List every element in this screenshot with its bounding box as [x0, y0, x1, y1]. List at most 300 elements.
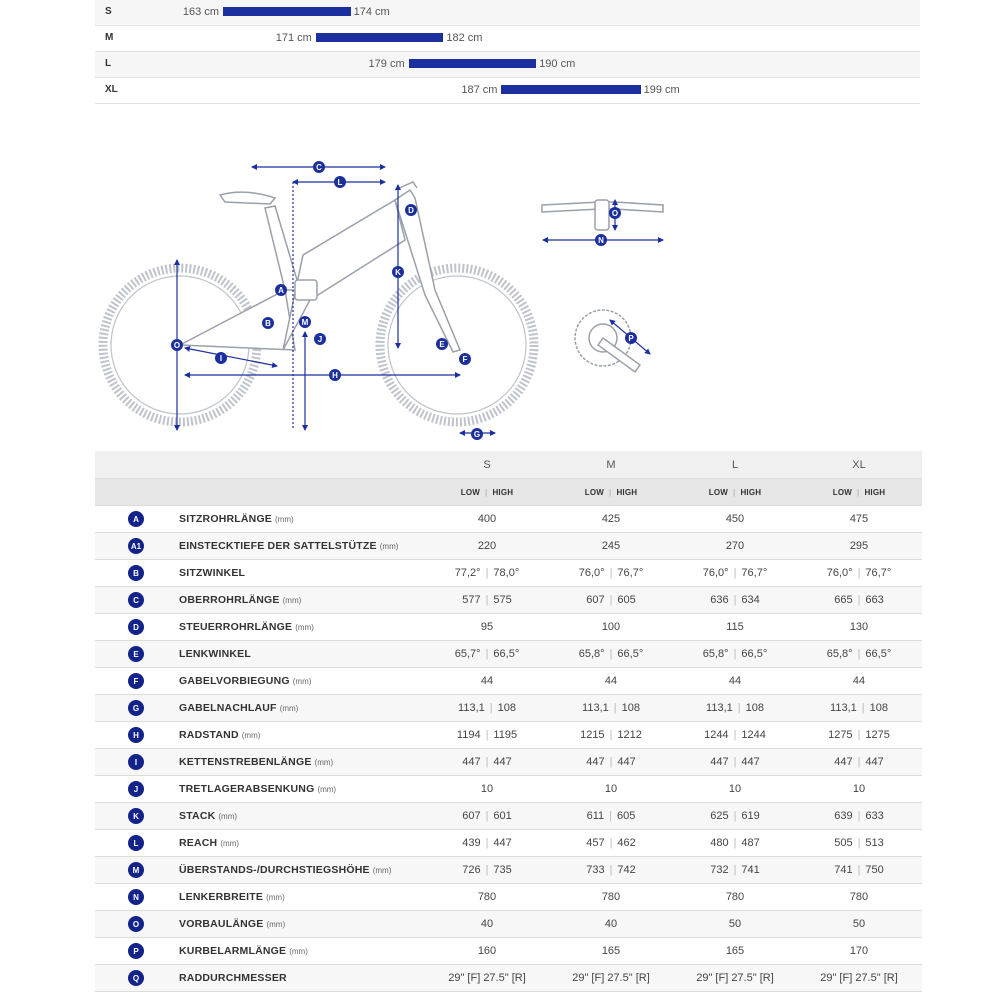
row-badge: J	[128, 781, 144, 797]
value-separator: |	[733, 648, 737, 660]
table-cell: 44	[604, 675, 618, 687]
value-low: 1275	[828, 729, 853, 741]
value-high: 108	[869, 702, 888, 714]
parameter-unit: (mm)	[266, 892, 285, 902]
parameter-unit: (mm)	[220, 838, 239, 848]
parameter-unit: (mm)	[292, 676, 312, 686]
row-badge: N	[128, 889, 144, 905]
size-min-height: 187 cm	[461, 84, 498, 96]
parameter-label	[179, 938, 308, 964]
parameter-label	[179, 965, 287, 991]
table-cell	[673, 641, 797, 667]
parameter-unit: (mm)	[241, 730, 261, 740]
parameter-label	[179, 803, 237, 829]
value-low: 611	[586, 810, 605, 822]
table-cell: 780	[849, 891, 869, 903]
row-badge: K	[128, 808, 144, 824]
value-low: 76,0°	[578, 567, 605, 579]
table-cell	[549, 749, 673, 775]
lowhigh-label: LOW | HIGH	[708, 487, 762, 497]
table-row	[95, 722, 922, 749]
parameter-name: RADSTAND	[179, 729, 239, 741]
size-max-height: 199 cm	[643, 84, 680, 96]
diagram-label-b	[262, 317, 274, 329]
diagram-label-o2	[609, 207, 621, 219]
table-row	[95, 911, 922, 938]
table-cell	[673, 722, 797, 748]
value-low: 607	[586, 594, 605, 606]
value-separator: |	[733, 729, 737, 741]
parameter-name: REACH	[179, 837, 218, 849]
value-separator: |	[485, 864, 489, 876]
size-label: S	[105, 6, 112, 17]
table-size-header	[95, 451, 922, 479]
table-cell: 170	[849, 945, 869, 957]
value-separator: |	[857, 567, 861, 579]
table-cell: 400	[477, 513, 497, 525]
table-cell: 115	[726, 621, 744, 633]
value-separator: |	[609, 567, 613, 579]
parameter-unit: (mm)	[372, 865, 392, 875]
table-cell: 220	[477, 540, 497, 552]
parameter-label	[179, 641, 251, 667]
parameter-label	[179, 911, 285, 937]
value-high: 76,7°	[865, 567, 892, 579]
value-separator: |	[609, 837, 613, 849]
value-separator: |	[733, 864, 737, 876]
table-row	[95, 749, 922, 776]
geometry-diagram	[95, 140, 685, 450]
parameter-name: GABELVORBIEGUNG	[179, 675, 290, 687]
value-separator: |	[857, 756, 861, 768]
parameter-name: SITZWINKEL	[179, 567, 246, 579]
value-low: 1215	[580, 729, 605, 741]
value-high: 447	[493, 837, 512, 849]
svg-text:M: M	[301, 318, 309, 327]
size-label: L	[105, 58, 112, 69]
value-separator: |	[857, 837, 861, 849]
size-max-height: 190 cm	[539, 58, 576, 70]
table-cell: 10	[852, 783, 866, 795]
value-separator: |	[609, 729, 613, 741]
value-low: 625	[710, 810, 729, 822]
column-header-xl: XL	[852, 458, 866, 471]
value-low: 113,1	[830, 702, 857, 714]
value-low: 505	[834, 837, 853, 849]
value-low: 607	[462, 810, 481, 822]
table-cell: 10	[728, 783, 742, 795]
size-row	[95, 0, 920, 26]
size-max-height: 174 cm	[353, 6, 390, 18]
size-min-height: 171 cm	[275, 32, 312, 44]
table-cell	[797, 560, 921, 586]
table-row	[95, 533, 922, 560]
value-high: 487	[741, 837, 760, 849]
table-cell	[673, 560, 797, 586]
table-cell	[673, 749, 797, 775]
value-low: 636	[710, 594, 729, 606]
row-badge: L	[128, 835, 144, 851]
value-high: 447	[741, 756, 760, 768]
table-cell: 29" [F] 27.5" [R]	[448, 972, 526, 984]
value-separator: |	[489, 702, 493, 714]
value-high: 108	[497, 702, 516, 714]
value-high: 633	[865, 810, 884, 822]
value-low: 447	[710, 756, 729, 768]
value-low: 665	[834, 594, 853, 606]
table-cell	[549, 803, 673, 829]
parameter-label	[179, 533, 398, 559]
value-high: 78,0°	[493, 567, 520, 579]
table-cell	[797, 857, 921, 883]
table-row	[95, 641, 922, 668]
table-row	[95, 506, 922, 533]
table-cell	[797, 803, 921, 829]
parameter-label	[179, 668, 311, 694]
diagram-label-a	[275, 284, 287, 296]
parameter-label	[179, 884, 285, 910]
value-separator: |	[485, 648, 489, 660]
table-cell	[425, 857, 549, 883]
table-row	[95, 587, 922, 614]
geometry-table	[95, 451, 922, 992]
value-separator: |	[733, 756, 737, 768]
size-max-height: 182 cm	[446, 32, 483, 44]
value-separator: |	[733, 837, 737, 849]
parameter-name: TRETLAGERABSENKUNG	[179, 783, 315, 795]
row-badge: P	[128, 943, 144, 959]
svg-text:P: P	[628, 334, 634, 343]
diagram-label-c	[313, 161, 325, 173]
table-cell	[797, 830, 921, 856]
value-low: 65,8°	[826, 648, 853, 660]
table-cell	[673, 857, 797, 883]
value-high: 601	[493, 810, 512, 822]
size-label: XL	[105, 84, 118, 95]
diagram-label-o	[171, 339, 183, 351]
table-cell: 780	[601, 891, 621, 903]
parameter-unit: (mm)	[275, 514, 294, 524]
parameter-name: GABELNACHLAUF	[179, 702, 277, 714]
table-cell: 29" [F] 27.5" [R]	[696, 972, 774, 984]
value-separator: |	[485, 594, 489, 606]
table-cell: 245	[601, 540, 621, 552]
row-badge: F	[128, 673, 144, 689]
table-row	[95, 884, 922, 911]
value-high: 1244	[741, 729, 766, 741]
table-cell: 425	[601, 513, 621, 525]
value-low: 457	[586, 837, 605, 849]
table-cell: 10	[604, 783, 618, 795]
table-cell: 95	[480, 621, 494, 633]
parameter-label	[179, 776, 336, 802]
value-separator: |	[609, 594, 613, 606]
parameter-name: STACK	[179, 810, 216, 822]
value-high: 66,5°	[493, 648, 520, 660]
value-separator: |	[733, 567, 737, 579]
value-high: 741	[741, 864, 760, 876]
value-high: 735	[493, 864, 512, 876]
parameter-unit: (mm)	[266, 919, 286, 929]
svg-text:B: B	[265, 319, 271, 328]
value-low: 447	[586, 756, 605, 768]
table-cell: 780	[725, 891, 745, 903]
table-row	[95, 695, 922, 722]
parameter-name: EINSTECKTIEFE DER SATTELSTÜTZE	[179, 540, 377, 552]
value-high: 76,7°	[617, 567, 644, 579]
column-header-l: L	[731, 458, 739, 471]
value-separator: |	[485, 810, 489, 822]
value-low: 76,0°	[702, 567, 729, 579]
table-cell: 295	[849, 540, 869, 552]
value-high: 76,7°	[741, 567, 768, 579]
table-cell	[797, 695, 921, 721]
size-min-height: 179 cm	[368, 58, 405, 70]
row-badge: C	[128, 592, 144, 608]
table-cell: 29" [F] 27.5" [R]	[572, 972, 650, 984]
value-high: 108	[621, 702, 640, 714]
svg-text:F: F	[462, 355, 468, 364]
table-cell	[549, 587, 673, 613]
table-cell: 50	[852, 918, 866, 930]
size-chart	[95, 0, 920, 104]
table-lowhigh-header	[95, 479, 922, 506]
table-cell	[797, 749, 921, 775]
svg-text:I: I	[219, 354, 223, 363]
parameter-unit: (mm)	[282, 595, 302, 605]
table-cell: 40	[604, 918, 618, 930]
table-cell: 44	[480, 675, 494, 687]
value-low: 732	[710, 864, 729, 876]
value-low: 77,2°	[454, 567, 481, 579]
value-low: 65,8°	[702, 648, 729, 660]
value-low: 439	[462, 837, 481, 849]
parameter-unit: (mm)	[295, 622, 314, 632]
value-low: 65,8°	[578, 648, 605, 660]
row-badge: A1	[128, 538, 144, 554]
diagram-label-f	[459, 353, 471, 365]
parameter-name: OBERROHRLÄNGE	[179, 594, 280, 606]
value-separator: |	[485, 837, 489, 849]
table-cell: 10	[480, 783, 494, 795]
table-cell: 44	[728, 675, 742, 687]
size-range-bar	[409, 59, 537, 68]
value-separator: |	[733, 594, 737, 606]
diagram-label-e	[436, 338, 448, 350]
value-high: 750	[865, 864, 884, 876]
value-separator: |	[609, 810, 613, 822]
value-low: 113,1	[582, 702, 609, 714]
value-separator: |	[857, 594, 861, 606]
diagram-label-i	[215, 352, 227, 364]
parameter-label	[179, 587, 301, 613]
value-high: 1195	[493, 729, 518, 741]
table-cell	[549, 722, 673, 748]
value-high: 1212	[617, 729, 642, 741]
value-separator: |	[613, 702, 617, 714]
value-separator: |	[485, 567, 489, 579]
table-cell	[425, 587, 549, 613]
svg-text:H: H	[332, 371, 338, 380]
table-cell: 165	[601, 945, 621, 957]
parameter-label	[179, 506, 294, 532]
diagram-label-g	[471, 428, 483, 440]
table-cell	[549, 695, 673, 721]
row-badge: D	[128, 619, 144, 635]
table-cell	[425, 695, 549, 721]
table-row	[95, 857, 922, 884]
table-cell: 450	[725, 513, 745, 525]
table-body	[95, 506, 922, 992]
svg-text:D: D	[408, 206, 414, 215]
diagram-label-n	[595, 234, 607, 246]
table-cell: 29" [F] 27.5" [R]	[820, 972, 898, 984]
svg-text:E: E	[439, 340, 445, 349]
svg-text:O: O	[173, 341, 181, 350]
column-header-s: S	[483, 458, 491, 471]
value-separator: |	[485, 756, 489, 768]
table-cell	[425, 749, 549, 775]
table-row	[95, 614, 922, 641]
table-cell: 100	[601, 621, 621, 633]
value-separator: |	[485, 729, 489, 741]
svg-text:L: L	[337, 178, 343, 187]
row-badge: O	[128, 916, 144, 932]
table-row	[95, 560, 922, 587]
table-cell: 475	[849, 513, 869, 525]
diagram-label-j	[314, 333, 326, 345]
value-low: 1194	[456, 729, 481, 741]
table-cell: 160	[477, 945, 497, 957]
table-cell	[673, 695, 797, 721]
diagram-label-p	[625, 332, 637, 344]
parameter-label	[179, 857, 391, 883]
value-separator: |	[857, 810, 861, 822]
row-badge: G	[128, 700, 144, 716]
diagram-label-d	[405, 204, 417, 216]
column-header-m: M	[606, 458, 616, 471]
parameter-label	[179, 722, 260, 748]
value-low: 447	[834, 756, 853, 768]
handlebar-detail	[542, 200, 663, 230]
value-high: 108	[745, 702, 764, 714]
svg-text:K: K	[395, 268, 401, 277]
size-label: M	[105, 32, 114, 43]
value-low: 741	[834, 864, 853, 876]
row-badge: H	[128, 727, 144, 743]
table-cell	[425, 830, 549, 856]
size-range-bar	[501, 85, 640, 94]
value-high: 742	[617, 864, 636, 876]
table-cell	[425, 722, 549, 748]
value-high: 634	[741, 594, 760, 606]
diagram-label-m	[299, 316, 311, 328]
parameter-label	[179, 695, 298, 721]
table-row	[95, 938, 922, 965]
table-cell	[549, 641, 673, 667]
table-cell	[425, 641, 549, 667]
size-min-height: 163 cm	[182, 6, 219, 18]
value-low: 639	[834, 810, 853, 822]
svg-text:N: N	[598, 236, 604, 245]
parameter-label	[179, 830, 239, 856]
table-cell	[673, 587, 797, 613]
diagram-label-k	[392, 266, 404, 278]
diagram-label-h	[329, 369, 341, 381]
table-cell	[425, 560, 549, 586]
parameter-name: VORBAULÄNGE	[179, 918, 264, 930]
diagram-label-l	[334, 176, 346, 188]
value-low: 113,1	[458, 702, 485, 714]
value-low: 447	[462, 756, 481, 768]
row-badge: Q	[128, 970, 144, 986]
parameter-name: LENKERBREITE	[179, 891, 264, 903]
table-cell: 50	[728, 918, 742, 930]
value-separator: |	[737, 702, 741, 714]
parameter-name: SITZROHRLÄNGE	[179, 513, 273, 525]
table-cell: 270	[725, 540, 745, 552]
value-low: 1244	[704, 729, 729, 741]
parameter-name: RADDURCHMESSER	[179, 972, 287, 984]
value-separator: |	[857, 648, 861, 660]
table-cell	[549, 830, 673, 856]
size-row	[95, 26, 920, 52]
table-cell	[673, 830, 797, 856]
table-cell	[797, 722, 921, 748]
value-separator: |	[609, 756, 613, 768]
table-cell	[797, 641, 921, 667]
parameter-unit: (mm)	[279, 703, 299, 713]
parameter-unit: (mm)	[379, 541, 399, 551]
table-cell	[549, 560, 673, 586]
table-row	[95, 668, 922, 695]
parameter-unit: (mm)	[218, 811, 238, 821]
table-cell	[797, 587, 921, 613]
value-separator: |	[857, 729, 861, 741]
svg-text:G: G	[473, 430, 481, 439]
table-row	[95, 803, 922, 830]
svg-text:O: O	[611, 209, 619, 218]
table-cell: 780	[477, 891, 497, 903]
value-low: 113,1	[706, 702, 733, 714]
lowhigh-label: LOW | HIGH	[584, 487, 638, 497]
lowhigh-label: LOW | HIGH	[832, 487, 886, 497]
svg-text:C: C	[316, 163, 322, 172]
parameter-name: LENKWINKEL	[179, 648, 251, 660]
parameter-label	[179, 614, 314, 640]
table-cell	[425, 803, 549, 829]
value-low: 726	[462, 864, 481, 876]
table-cell	[673, 803, 797, 829]
value-high: 605	[617, 594, 636, 606]
value-high: 447	[493, 756, 512, 768]
value-high: 619	[741, 810, 760, 822]
parameter-unit: (mm)	[317, 784, 337, 794]
value-high: 513	[865, 837, 884, 849]
row-badge: E	[128, 646, 144, 662]
value-low: 577	[462, 594, 481, 606]
size-row	[95, 52, 920, 78]
row-badge: I	[128, 754, 144, 770]
value-high: 66,5°	[741, 648, 768, 660]
value-low: 65,7°	[454, 648, 481, 660]
parameter-label	[179, 749, 333, 775]
value-separator: |	[733, 810, 737, 822]
value-separator: |	[609, 864, 613, 876]
parameter-label	[179, 560, 245, 586]
svg-text:J: J	[317, 335, 323, 344]
size-range-bar	[223, 7, 351, 16]
